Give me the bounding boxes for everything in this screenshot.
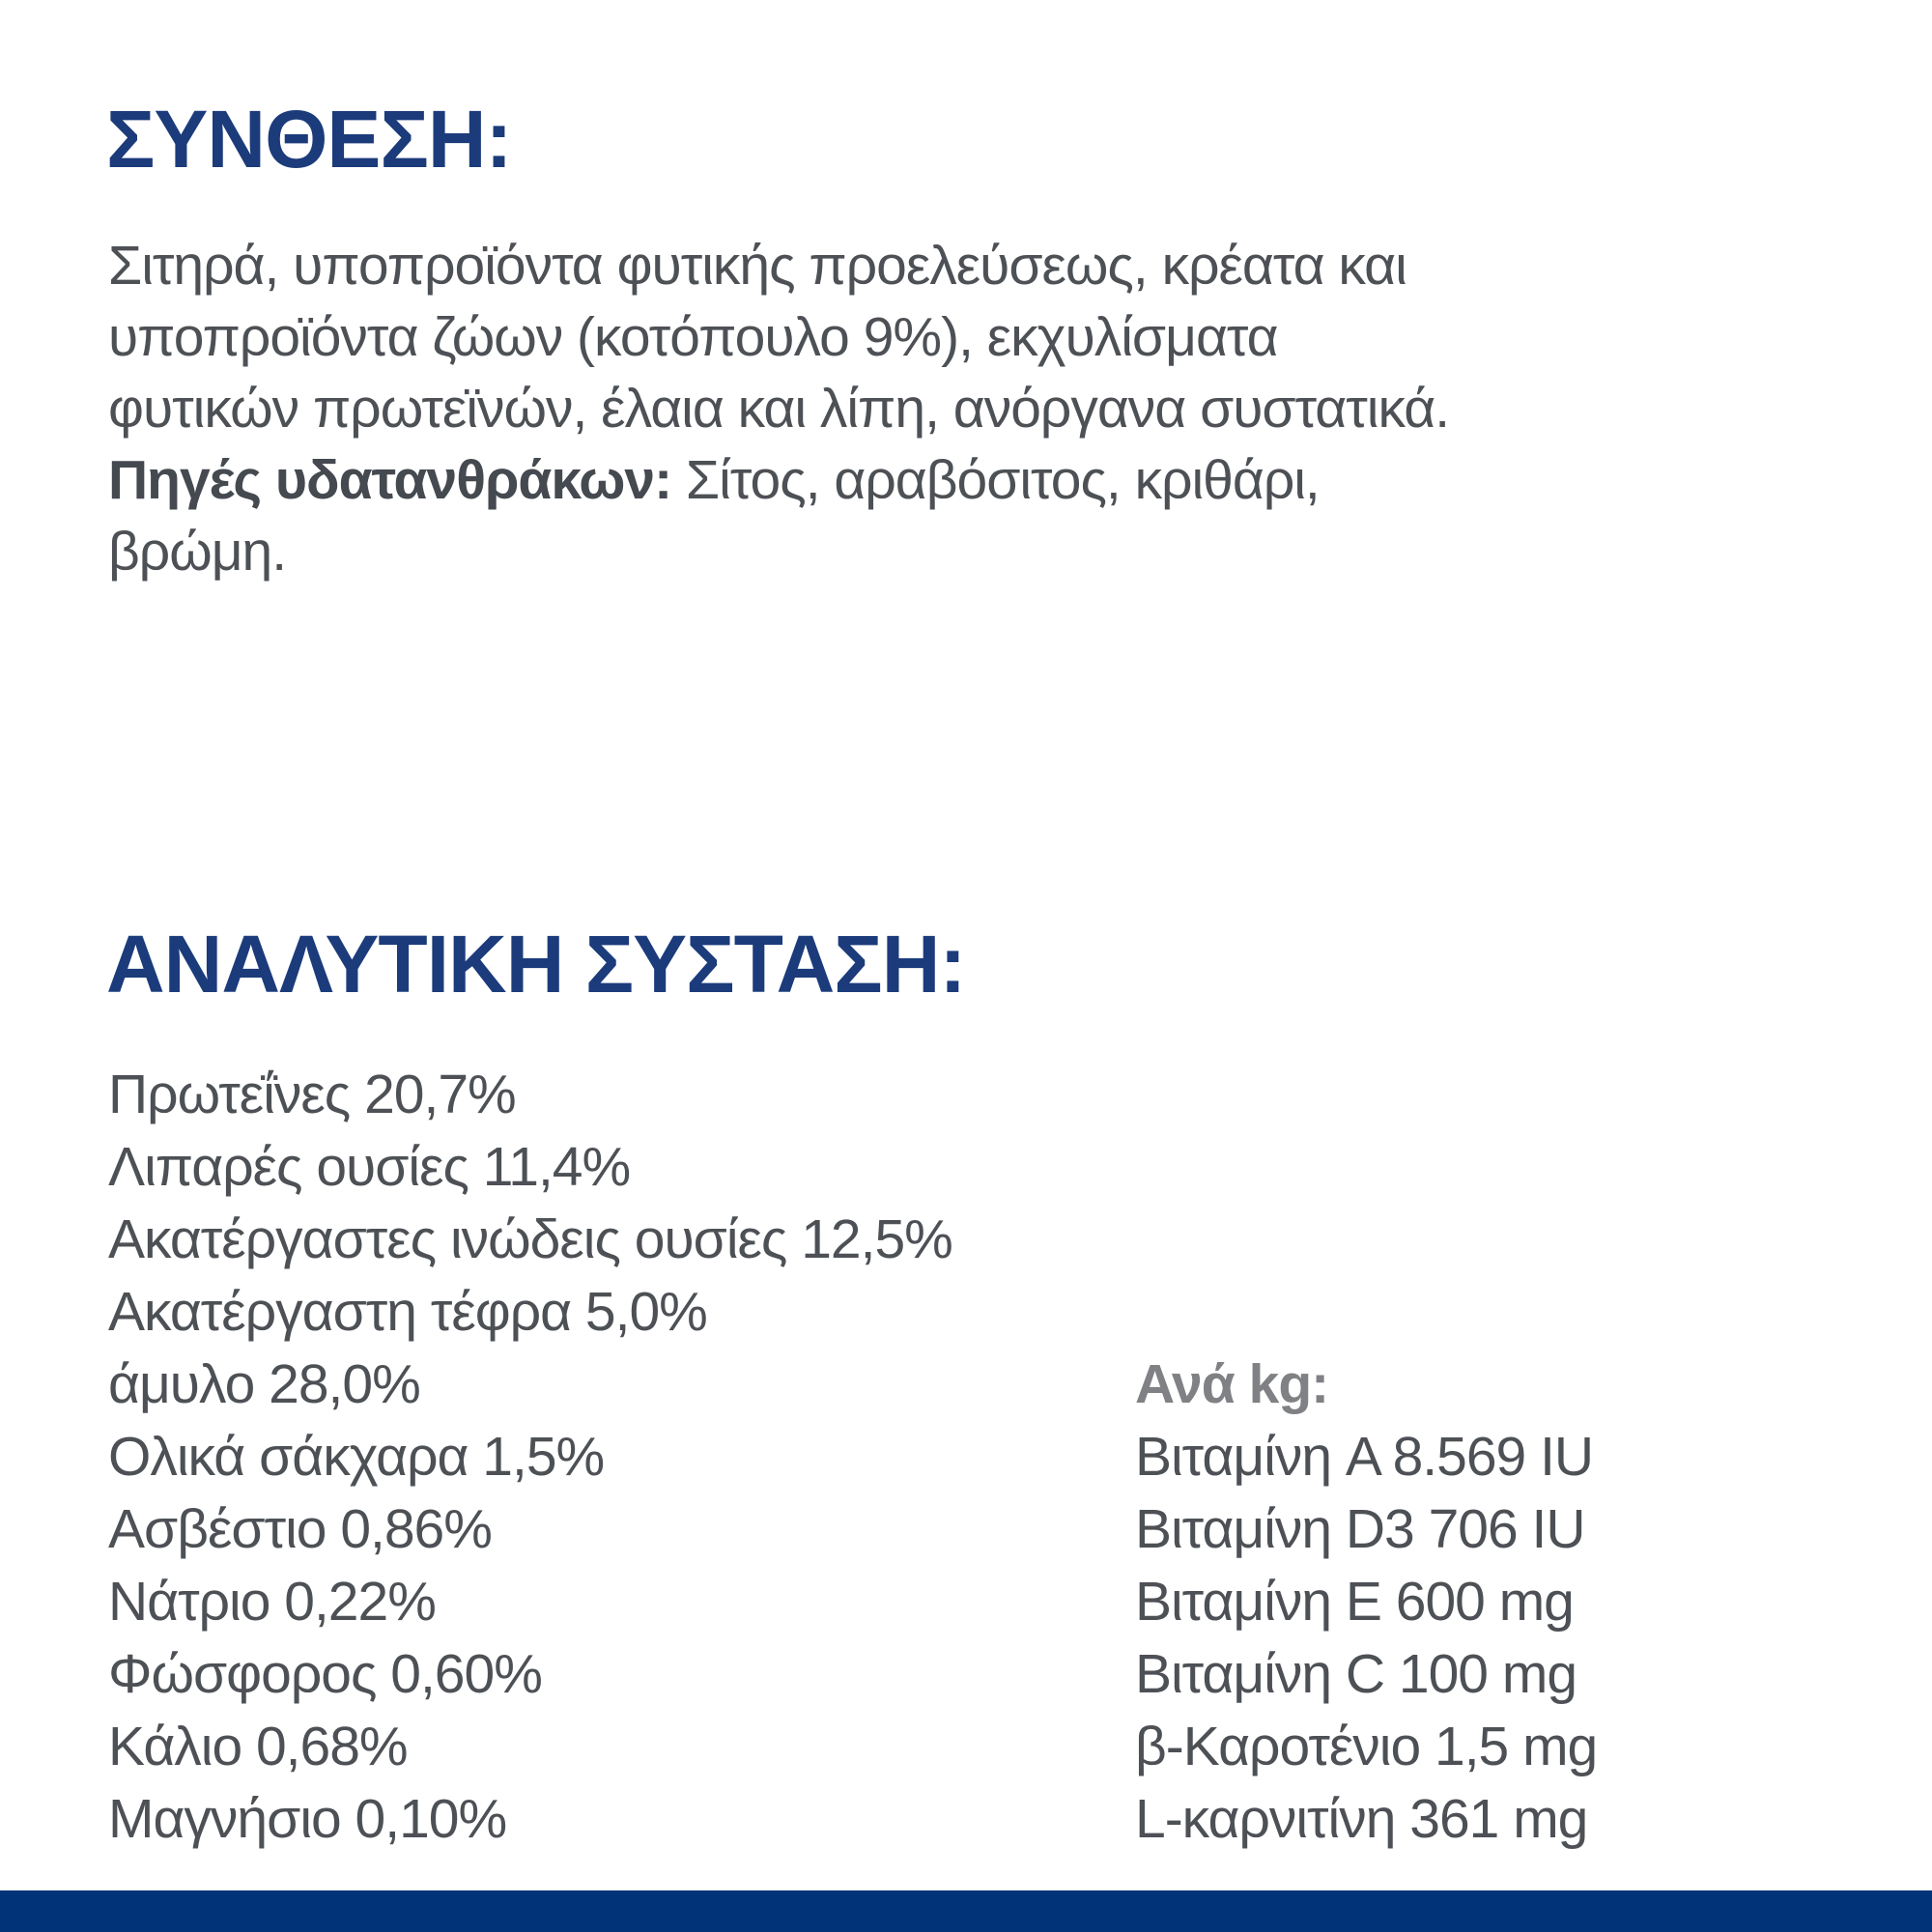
nutrient-row bbox=[108, 1783, 952, 1856]
nutrient-label: Μαγνήσιο bbox=[108, 1788, 341, 1850]
per-kg-value: 600 mg bbox=[1395, 1571, 1574, 1633]
paragraph-line bbox=[108, 230, 1519, 301]
nutrient-label: Ασβέστιο bbox=[108, 1498, 327, 1560]
nutrient-row bbox=[108, 1566, 952, 1638]
paragraph-bold-text: Πηγές υδατανθράκων: bbox=[108, 449, 672, 511]
per-kg-value: 1,5 mg bbox=[1435, 1716, 1598, 1777]
composition-paragraph bbox=[108, 230, 1519, 587]
nutrient-row bbox=[108, 1204, 952, 1276]
nutrient-value: 28,0% bbox=[269, 1353, 420, 1415]
nutrient-row bbox=[108, 1349, 952, 1421]
nutrient-label: Ακατέργαστες ινώδεις ουσίες bbox=[108, 1208, 787, 1270]
nutrient-label: Κάλιο bbox=[108, 1716, 242, 1777]
analysis-heading: ΑΝΑΛΥΤΙΚΗ ΣΥΣΤΑΣΗ: bbox=[106, 919, 966, 1009]
bottom-accent-bar bbox=[0, 1890, 1932, 1932]
paragraph-text: φυτικών πρωτεϊνών, έλαια και λίπη, ανόργανα συστατικά. bbox=[108, 378, 1450, 440]
per-kg-label: β-Καροτένιο bbox=[1135, 1716, 1421, 1777]
nutrient-row bbox=[108, 1493, 952, 1566]
nutrient-row bbox=[108, 1059, 952, 1131]
nutrient-value: 12,5% bbox=[801, 1208, 952, 1270]
per-kg-row bbox=[1135, 1493, 1597, 1566]
nutrient-value: 0,22% bbox=[284, 1571, 436, 1633]
per-kg-label: Βιταμίνη E bbox=[1135, 1571, 1381, 1633]
per-kg-value: 8.569 IU bbox=[1392, 1426, 1594, 1488]
per-kg-label: L-καρνιτίνη bbox=[1135, 1788, 1396, 1850]
nutrient-value: 0,10% bbox=[355, 1788, 507, 1850]
nutrient-value: 11,4% bbox=[482, 1136, 631, 1198]
nutrient-label: Ακατέργαστη τέφρα bbox=[108, 1281, 572, 1343]
nutrient-label: Λιπαρές ουσίες bbox=[108, 1136, 469, 1198]
per-kg-value: 361 mg bbox=[1409, 1788, 1588, 1850]
nutrient-row bbox=[108, 1638, 952, 1711]
paragraph-line bbox=[108, 516, 1519, 587]
nutrient-value: 1,5% bbox=[482, 1426, 605, 1488]
nutrient-list bbox=[108, 1059, 952, 1856]
per-kg-row bbox=[1135, 1638, 1597, 1711]
nutrient-label: Πρωτεΐνες bbox=[108, 1064, 351, 1125]
paragraph-line bbox=[108, 444, 1519, 516]
per-kg-row bbox=[1135, 1566, 1597, 1638]
paragraph-line bbox=[108, 373, 1519, 444]
nutrient-value: 5,0% bbox=[584, 1281, 707, 1343]
nutrient-label: Ολικά σάκχαρα bbox=[108, 1426, 469, 1488]
nutrient-label: Φώσφορος bbox=[108, 1643, 377, 1705]
nutrient-value: 20,7% bbox=[364, 1064, 516, 1125]
paragraph-text: Σίτος, αραβόσιτος, κριθάρι, bbox=[671, 449, 1320, 511]
nutrient-row bbox=[108, 1711, 952, 1783]
per-kg-row bbox=[1135, 1783, 1597, 1856]
nutrient-row bbox=[108, 1276, 952, 1349]
per-kg-row bbox=[1135, 1711, 1597, 1783]
per-kg-list bbox=[1135, 1349, 1597, 1856]
per-kg-label: Βιταμίνη C bbox=[1135, 1643, 1385, 1705]
nutrient-label: Νάτριο bbox=[108, 1571, 270, 1633]
per-kg-label: Βιταμίνη D3 bbox=[1135, 1498, 1414, 1560]
paragraph-text: υποπροϊόντα ζώων (κοτόπουλο 9%), εκχυλίσματα bbox=[108, 306, 1278, 368]
paragraph-text: βρώμη. bbox=[108, 521, 287, 582]
per-kg-row bbox=[1135, 1421, 1597, 1493]
nutrient-value: 0,68% bbox=[255, 1716, 408, 1777]
nutrient-row bbox=[108, 1421, 952, 1493]
nutrient-label: άμυλο bbox=[108, 1353, 255, 1415]
paragraph-text: Σιτηρά, υποπροϊόντα φυτικής προελεύσεως, κρέατα και bbox=[108, 235, 1406, 297]
per-kg-label: Βιταμίνη A bbox=[1135, 1426, 1378, 1488]
nutrient-value: 0,86% bbox=[340, 1498, 492, 1560]
paragraph-line bbox=[108, 301, 1519, 373]
per-kg-value: 706 IU bbox=[1428, 1498, 1585, 1560]
per-kg-heading: Ανά kg: bbox=[1135, 1353, 1329, 1415]
composition-heading: ΣΥΝΘΕΣΗ: bbox=[106, 94, 512, 185]
nutrient-value: 0,60% bbox=[390, 1643, 542, 1705]
per-kg-value: 100 mg bbox=[1398, 1643, 1577, 1705]
nutrient-row bbox=[108, 1131, 952, 1204]
